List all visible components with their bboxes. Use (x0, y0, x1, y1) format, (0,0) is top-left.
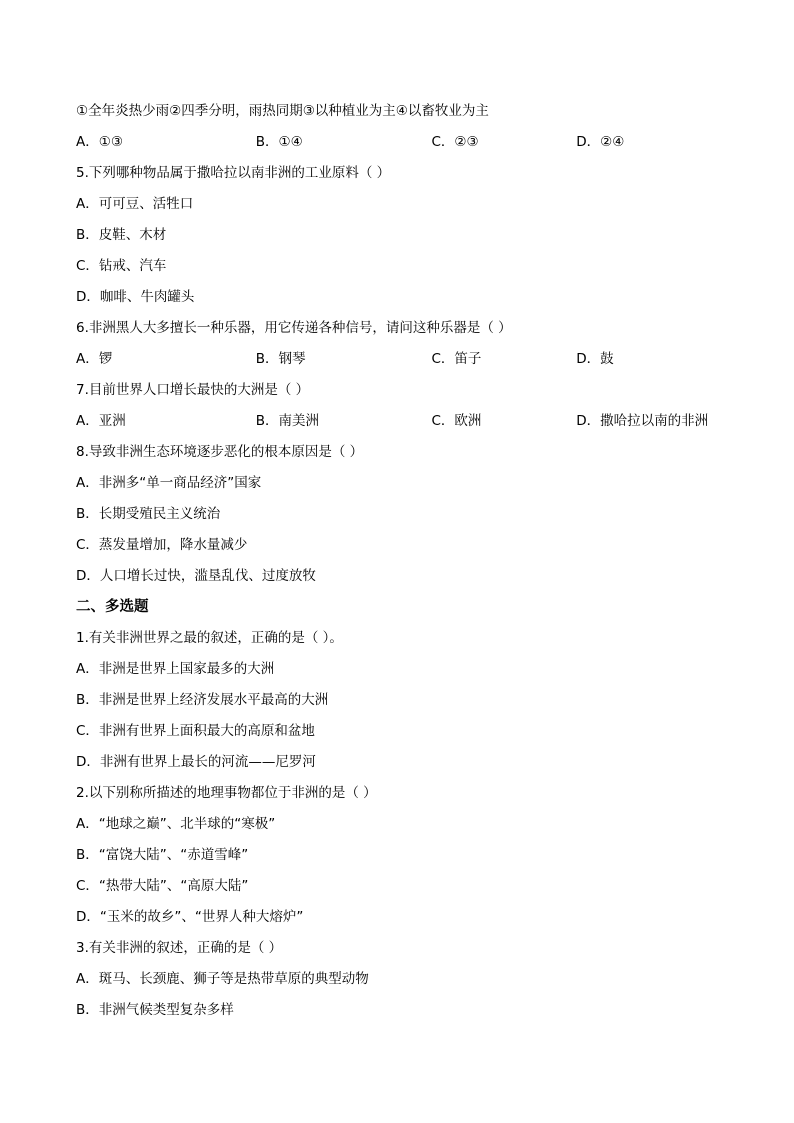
q7-option-b[interactable]: B．南美洲 (255, 413, 319, 429)
section-heading-multiple-choice: 二、多选题 (76, 599, 149, 615)
q8-option-b[interactable]: B．长期受殖民主义统治 (76, 506, 221, 522)
m2-option-d[interactable]: D．“玉米的故乡”、“世界人种大熔炉” (76, 909, 304, 925)
q4-option-c[interactable]: C．②③ (431, 134, 479, 150)
q5-option-d[interactable]: D．咖啡、牛肉罐头 (76, 289, 195, 305)
q4-option-b[interactable]: B．①④ (255, 134, 303, 150)
q7-option-c[interactable]: C．欧洲 (431, 413, 482, 429)
m1-stem: 1.有关非洲世界之最的叙述，正确的是（ ）。 (76, 630, 343, 646)
m2-option-a[interactable]: A．“地球之巅”、北半球的“寒极” (76, 816, 276, 832)
m1-option-c[interactable]: C．非洲有世界上面积最大的高原和盆地 (76, 723, 315, 739)
q7-option-a[interactable]: A．亚洲 (76, 413, 126, 429)
question-content (76, 100, 726, 1030)
q4-options (76, 131, 726, 162)
q6-option-b[interactable]: B．钢琴 (255, 351, 306, 367)
q6-option-c[interactable]: C．笛子 (431, 351, 482, 367)
m3-option-a[interactable]: A．斑马、长颈鹿、狮子等是热带草原的典型动物 (76, 971, 369, 987)
q5-stem: 5.下列哪种物品属于撒哈拉以南非洲的工业原料（ ） (76, 165, 391, 181)
m1-option-d[interactable]: D．非洲有世界上最长的河流——尼罗河 (76, 754, 316, 770)
m1-option-b[interactable]: B．非洲是世界上经济发展水平最高的大洲 (76, 692, 329, 708)
q5-option-a[interactable]: A．可可豆、活牲口 (76, 196, 194, 212)
m3-option-b[interactable]: B．非洲气候类型复杂多样 (76, 1002, 234, 1018)
m2-option-b[interactable]: B．“富饶大陆”、“赤道雪峰” (76, 847, 249, 863)
m2-option-c[interactable]: C．“热带大陆”、“高原大陆” (76, 878, 249, 894)
q7-options (76, 410, 726, 441)
q7-stem: 7.目前世界人口增长最快的大洲是（ ） (76, 382, 310, 398)
q6-option-a[interactable]: A．锣 (76, 351, 113, 367)
m2-stem: 2.以下别称所描述的地理事物都位于非洲的是（ ） (76, 785, 377, 801)
q8-option-c[interactable]: C．蒸发量增加，降水量减少 (76, 537, 248, 553)
q4-statement-line: ①全年炎热少雨②四季分明，雨热同期③以种植业为主④以畜牧业为主 (76, 103, 489, 119)
q4-option-a[interactable]: A．①③ (76, 134, 123, 150)
q6-stem: 6.非洲黑人大多擅长一种乐器，用它传递各种信号，请问这种乐器是（ ） (76, 320, 512, 336)
q4-option-d[interactable]: D．②④ (576, 134, 625, 150)
q6-options (76, 348, 726, 379)
q8-option-d[interactable]: D．人口增长过快，滥垦乱伐、过度放牧 (76, 568, 316, 584)
q8-option-a[interactable]: A．非洲多“单一商品经济”国家 (76, 475, 262, 491)
q7-option-d[interactable]: D．撒哈拉以南的非洲 (576, 413, 709, 429)
m1-option-a[interactable]: A．非洲是世界上国家最多的大洲 (76, 661, 275, 677)
q5-option-b[interactable]: B．皮鞋、木材 (76, 227, 167, 243)
q6-option-d[interactable]: D．鼓 (576, 351, 614, 367)
q5-option-c[interactable]: C．钻戒、汽车 (76, 258, 167, 274)
m3-stem: 3.有关非洲的叙述，正确的是（ ） (76, 940, 283, 956)
q8-stem: 8.导致非洲生态环境逐步恶化的根本原因是（ ） (76, 444, 364, 460)
